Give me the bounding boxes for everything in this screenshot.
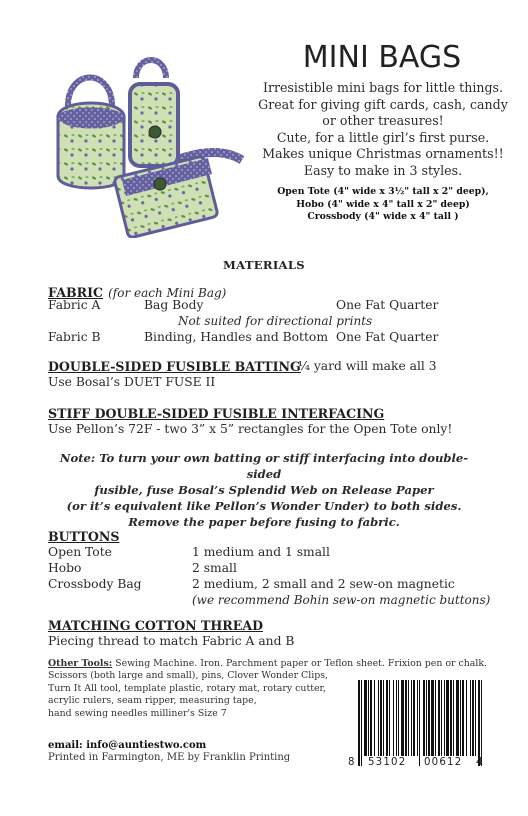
- barcode-bar: [370, 680, 372, 756]
- contact-email: email: info@auntiestwo.com: [48, 740, 207, 751]
- batting-line: Use Bosal’s DUET FUSE II: [48, 375, 216, 389]
- barcode-bar: [431, 680, 434, 756]
- button-row-value: 1 medium and 1 small: [192, 545, 330, 559]
- barcode-bar: [438, 680, 440, 756]
- barcode-bar: [475, 680, 476, 756]
- intro-line: Easy to make in 3 styles.: [303, 162, 463, 178]
- note-line: fusible, fuse Bosal’s Splendid Web on Release Paper: [94, 483, 434, 497]
- fabric-heading-note: (for each Mini Bag): [108, 286, 227, 300]
- barcode-bar: [462, 680, 464, 756]
- tools-first-line: [48, 658, 488, 670]
- barcode-bar: [378, 680, 379, 756]
- size-line: Crossbody (4" wide x 4" tall ): [307, 211, 459, 222]
- fabric-note: Not suited for directional prints: [178, 314, 373, 328]
- barcode-bar: [460, 680, 461, 756]
- barcode-bar: [396, 680, 397, 756]
- tools-line: Turn It All tool, template plastic, rotary mat, rotary cutter,: [48, 682, 326, 694]
- barcode-bar: [426, 680, 427, 756]
- tools-line: acrylic rulers, seam ripper, measuring tape,: [48, 695, 257, 707]
- barcode-bar: [450, 680, 452, 756]
- barcode-bar: [389, 680, 390, 756]
- fusing-note: [46, 450, 482, 530]
- fabric-a-qty: One Fat Quarter: [336, 298, 439, 312]
- button-row-name: Open Tote: [48, 545, 112, 559]
- barcode-bar: [423, 680, 425, 756]
- fabric-b-qty: One Fat Quarter: [336, 330, 439, 344]
- barcode-right-digits: 00612: [424, 757, 463, 768]
- barcode-last-digit: 4: [476, 757, 483, 768]
- upc-barcode: [356, 680, 484, 768]
- thread-line: Piecing thread to match Fabric A and B: [48, 634, 295, 648]
- size-line: Hobo (4" wide x 4" tall x 2" deep): [296, 198, 470, 210]
- barcode-bar: [476, 680, 483, 768]
- tools-first: Sewing Machine. Iron. Parchment paper or Teflon sheet. Frixion pen or chalk.: [112, 658, 488, 669]
- barcode-bar: [456, 680, 459, 756]
- barcode-bar: [413, 680, 415, 756]
- printed-by: Printed in Farmington, ME by Franklin Printing: [48, 752, 291, 763]
- barcode-bar: [361, 680, 362, 766]
- barcode-bar: [401, 680, 404, 756]
- tools-label: Other Tools:: [48, 658, 113, 669]
- batting-heading: DOUBLE-SIDED FUSIBLE BATTING: [48, 359, 301, 374]
- barcode-bar: [466, 680, 467, 756]
- button-row-name: Hobo: [48, 561, 82, 575]
- barcode-first-digit: 8: [348, 757, 355, 768]
- note-line: Remove the paper before fusing to fabric.: [128, 515, 400, 529]
- barcode-bar: [435, 680, 436, 756]
- materials-heading: MATERIALS: [223, 258, 305, 272]
- buttons-heading: BUTTONS: [48, 529, 120, 544]
- barcode-bar: [472, 680, 474, 756]
- intro-text: [238, 80, 528, 179]
- fabric-b-name: Fabric B: [48, 330, 101, 344]
- note-line: Note: To turn your own batting or stiff interfacing into double-sided: [59, 451, 469, 481]
- tools-line: hand sewing needles milliner's Size 7: [48, 707, 227, 719]
- interfacing-heading: STIFF DOUBLE-SIDED FUSIBLE INTERFACING: [48, 406, 385, 421]
- barcode-bar: [428, 680, 430, 756]
- barcode-bar: [374, 680, 375, 756]
- barcode-bar: [453, 680, 454, 756]
- size-list: [238, 186, 528, 224]
- barcode-bar: [358, 680, 360, 766]
- barcode-bar: [386, 680, 388, 756]
- barcode-left-digits: 53102: [368, 757, 407, 768]
- interfacing-line: Use Pellon’s 72F - two 3” x 5” rectangles for the Open Tote only!: [48, 422, 453, 436]
- intro-line: Cute, for a little girl’s first purse.: [276, 129, 490, 145]
- barcode-bar: [419, 680, 420, 766]
- tools-line: Scissors (both large and small), pins, Clover Wonder Clips,: [48, 670, 328, 682]
- intro-line: Makes unique Christmas ornaments!!: [262, 146, 504, 161]
- button-row-name: Crossbody Bag: [48, 577, 142, 591]
- intro-line: Irresistible mini bags for little things.: [262, 80, 504, 95]
- note-line: (or it’s equivalent like Pellon’s Wonder Under) to both sides.: [66, 499, 462, 513]
- fabric-b-use: Binding, Handles and Bottom: [144, 330, 328, 344]
- barcode-bar: [417, 680, 418, 756]
- fabric-a-name: Fabric A: [48, 298, 101, 312]
- barcode-bar: [481, 680, 482, 766]
- barcode-bar: [393, 680, 394, 756]
- intro-line: Great for giving gift cards, cash, candy: [258, 96, 508, 112]
- barcode-bar: [368, 680, 369, 756]
- product-photo: [48, 48, 244, 238]
- fabric-heading: FABRIC: [48, 285, 103, 300]
- barcode-bar: [408, 680, 409, 756]
- fabric-a-use: Bag Body: [144, 298, 204, 312]
- barcode-bar: [364, 680, 367, 756]
- barcode-bar: [446, 680, 449, 756]
- barcode-bar: [405, 680, 407, 756]
- intro-line: or other treasures!: [322, 113, 444, 128]
- barcode-bar: [380, 680, 382, 756]
- page-title: MINI BAGS: [302, 40, 462, 75]
- barcode-bar: [444, 680, 445, 756]
- barcode-bar: [398, 680, 399, 756]
- button-row-value: 2 medium, 2 small and 2 sew-on magnetic: [192, 577, 455, 591]
- barcode-bar: [441, 680, 442, 756]
- barcode-bar: [383, 680, 384, 756]
- thread-heading: MATCHING COTTON THREAD: [48, 618, 264, 633]
- size-line: Open Tote (4" wide x 3½" tall x 2" deep),: [277, 186, 489, 197]
- button-row-value: 2 small: [192, 561, 237, 575]
- barcode-bar: [411, 680, 412, 756]
- buttons-note: (we recommend Bohin sew-on magnetic buttons): [192, 593, 491, 607]
- batting-qty: ¼ yard will make all 3: [298, 359, 437, 373]
- barcode-bar: [470, 680, 471, 756]
